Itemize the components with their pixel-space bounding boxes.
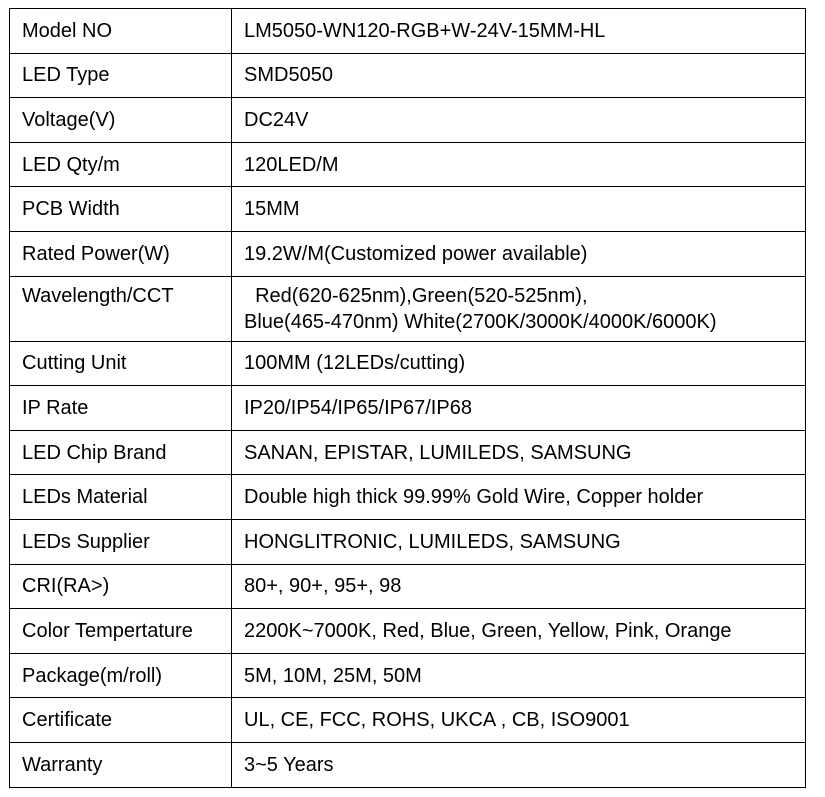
table-row-leds-material [10, 475, 806, 520]
row-label: LED Qty/m [10, 142, 232, 187]
table-row-package [10, 653, 806, 698]
row-value: 120LED/M [232, 142, 806, 187]
row-label: Certificate [10, 698, 232, 743]
row-value: 5M, 10M, 25M, 50M [232, 653, 806, 698]
row-value: 2200K~7000K, Red, Blue, Green, Yellow, Pink, Orange [232, 609, 806, 654]
row-value: 19.2W/M(Customized power available) [232, 231, 806, 276]
row-label: Model NO [10, 9, 232, 54]
row-label: PCB Width [10, 187, 232, 232]
row-label: LEDs Material [10, 475, 232, 520]
table-row-led-qty [10, 142, 806, 187]
table-row-voltage [10, 98, 806, 143]
table-row-pcb-width [10, 187, 806, 232]
row-value: 100MM (12LEDs/cutting) [232, 341, 806, 386]
row-label: LEDs Supplier [10, 519, 232, 564]
row-label: Voltage(V) [10, 98, 232, 143]
wavelength-line-1: Red(620-625nm),Green(520-525nm), [244, 284, 588, 307]
row-label: CRI(RA>) [10, 564, 232, 609]
row-label: LED Type [10, 53, 232, 98]
table-row-led-chip-brand [10, 430, 806, 475]
row-value [232, 276, 806, 341]
table-row-color-temperature [10, 609, 806, 654]
table-row-rated-power [10, 231, 806, 276]
row-label: LED Chip Brand [10, 430, 232, 475]
table-row-model-no [10, 9, 806, 54]
table-row-certificate [10, 698, 806, 743]
row-value: SMD5050 [232, 53, 806, 98]
row-value: 15MM [232, 187, 806, 232]
row-value: LM5050-WN120-RGB+W-24V-15MM-HL [232, 9, 806, 54]
table-row-warranty [10, 742, 806, 787]
wavelength-line-2: Blue(465-470nm) White(2700K/3000K/4000K/6000K) [244, 310, 717, 333]
row-label: Warranty [10, 742, 232, 787]
row-value: HONGLITRONIC, LUMILEDS, SAMSUNG [232, 519, 806, 564]
row-label: IP Rate [10, 386, 232, 431]
table-row-led-type [10, 53, 806, 98]
row-label: Rated Power(W) [10, 231, 232, 276]
row-value: 80+, 90+, 95+, 98 [232, 564, 806, 609]
row-value: 3~5 Years [232, 742, 806, 787]
table-row-wavelength [10, 276, 806, 341]
table-row-cri [10, 564, 806, 609]
row-label: Cutting Unit [10, 341, 232, 386]
row-value: IP20/IP54/IP65/IP67/IP68 [232, 386, 806, 431]
row-label: Color Tempertature [10, 609, 232, 654]
table-row-leds-supplier [10, 519, 806, 564]
row-value: DC24V [232, 98, 806, 143]
table-row-cutting-unit [10, 341, 806, 386]
spec-table [9, 8, 806, 788]
row-value: UL, CE, FCC, ROHS, UKCA , CB, ISO9001 [232, 698, 806, 743]
row-label: Wavelength/CCT [10, 276, 232, 341]
row-value: Double high thick 99.99% Gold Wire, Copper holder [232, 475, 806, 520]
row-value: SANAN, EPISTAR, LUMILEDS, SAMSUNG [232, 430, 806, 475]
table-row-ip-rate [10, 386, 806, 431]
row-label: Package(m/roll) [10, 653, 232, 698]
